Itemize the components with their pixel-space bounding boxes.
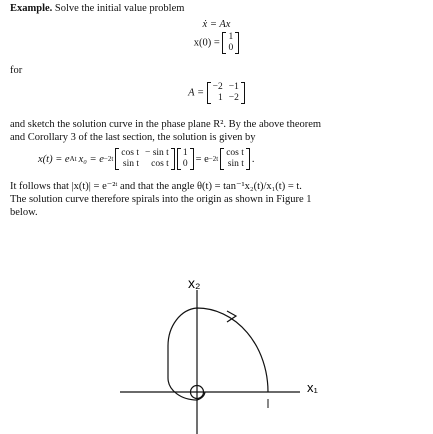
initial-condition	[0, 32, 433, 54]
ic-lhs: x(0) =	[193, 37, 220, 49]
initial-vector: 1 0	[177, 148, 194, 170]
paragraph-2-line-2: The solution curve therefore spirals into the origin as shown in Figure 1	[10, 194, 312, 205]
example-text: Solve the initial value problem	[54, 3, 185, 14]
spiral-curve	[168, 308, 268, 400]
paragraph-2-line-1: It follows that |x(t)| = e⁻²ᵗ and that the angle θ(t) = tan⁻¹x₂(t)/x₁(t) = t.	[10, 181, 302, 192]
ic-vector: 1 0	[222, 32, 239, 54]
rotation-matrix: cos t − sin t sin t cos t	[115, 148, 175, 170]
origin-marker	[191, 386, 204, 399]
matrix-a-equation: A = −2 −1 1 −2	[0, 82, 433, 104]
solution-equation: x(t) = e At x₀ = e −2t cos t − sin t sin t cos t 1 0 = e −2t cos t sin t .	[38, 148, 255, 169]
paragraph-1-line-1: and sketch the solution curve in the phase plane R². By the above theorem	[10, 119, 322, 130]
paragraph-1-line-2: and Corollary 3 of the last section, the solution is given by	[10, 132, 256, 143]
solution-vector: cos t sin t	[220, 148, 250, 170]
paragraph-2-line-3: below.	[10, 207, 38, 218]
x-axis-label: x₁	[307, 380, 318, 395]
ode-equation: ẋ = Ax	[202, 19, 231, 30]
matrix-a: −2 −1 1 −2	[207, 82, 245, 104]
example-label: Example.	[10, 3, 53, 14]
direction-arrow	[227, 311, 236, 322]
example-heading	[10, 2, 184, 15]
for-word: for	[10, 65, 23, 76]
y-axis-label: x₂	[188, 275, 201, 291]
